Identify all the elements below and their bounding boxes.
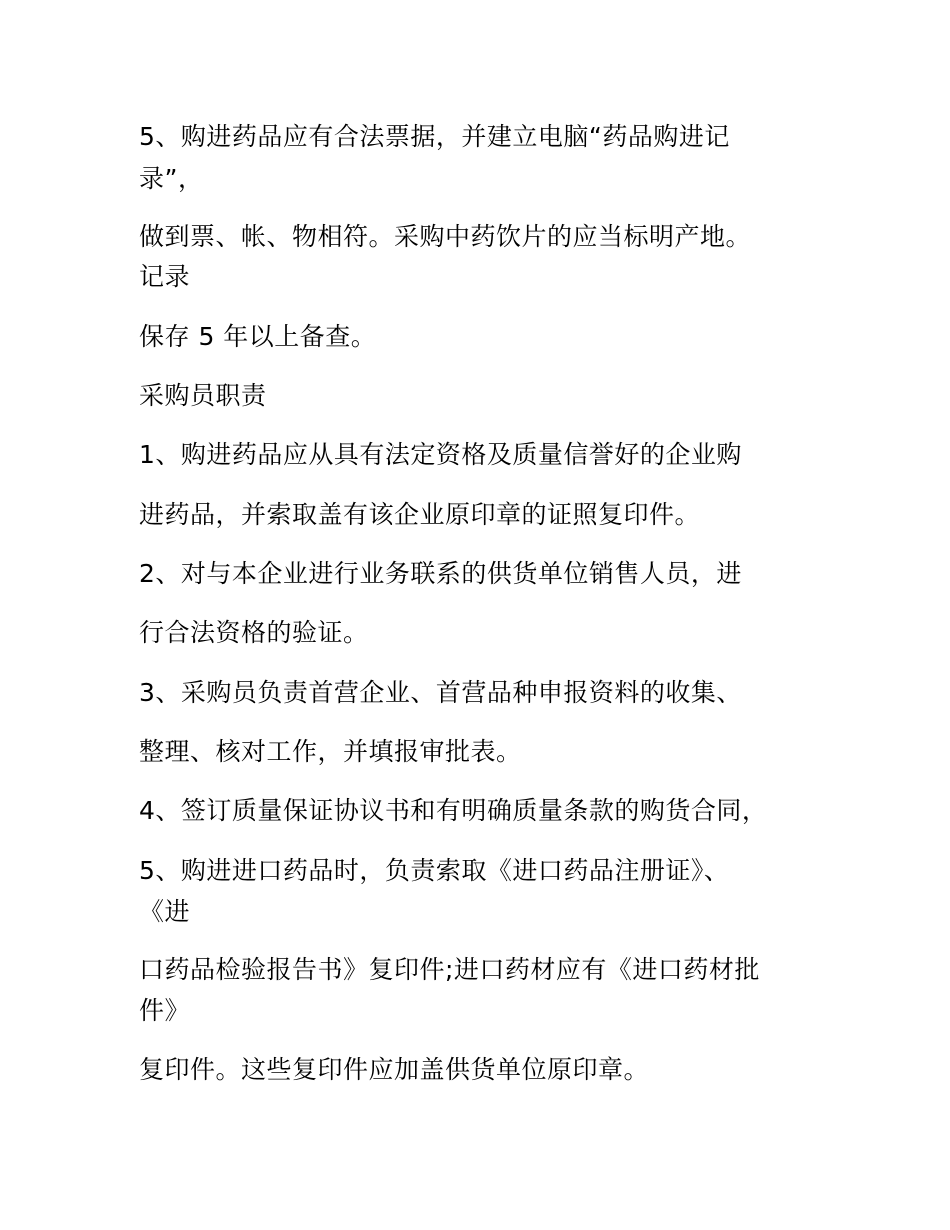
text-line: 件》 <box>139 996 191 1025</box>
section-heading: 采购员职责 <box>139 381 267 410</box>
text-line: 3、采购员负责首营企业、首营品种申报资料的收集、 <box>139 678 742 707</box>
text-line: 记录 <box>139 262 191 291</box>
text-line: 5、购进药品应有合法票据，并建立电脑“药品购进记 <box>139 122 730 151</box>
text-line: 5、购进进口药品时，负责索取《进口药品注册证》、 <box>139 856 730 885</box>
text-line: 保存 5 年以上备查。 <box>139 322 377 351</box>
text-line: 做到票、帐、物相符。采购中药饮片的应当标明产地。 <box>139 222 752 251</box>
text-line: 《进 <box>139 897 191 926</box>
text-line: 行合法资格的验证。 <box>139 618 369 647</box>
text-line: 1、购进药品应从具有法定资格及质量信誉好的企业购 <box>139 440 742 469</box>
text-line: 2、对与本企业进行业务联系的供货单位销售人员，进 <box>139 559 742 588</box>
text-line: 口药品检验报告书》复印件;进口药材应有《进口药材批 <box>139 955 760 984</box>
text-line: 4、签订质量保证协议书和有明确质量条款的购货合同， <box>139 796 768 825</box>
text-line: 进药品，并索取盖有该企业原印章的证照复印件。 <box>139 500 701 529</box>
text-line: 录”， <box>139 164 204 193</box>
text-line: 复印件。这些复印件应加盖供货单位原印章。 <box>139 1055 650 1084</box>
text-line: 整理、核对工作，并填报审批表。 <box>139 737 522 766</box>
